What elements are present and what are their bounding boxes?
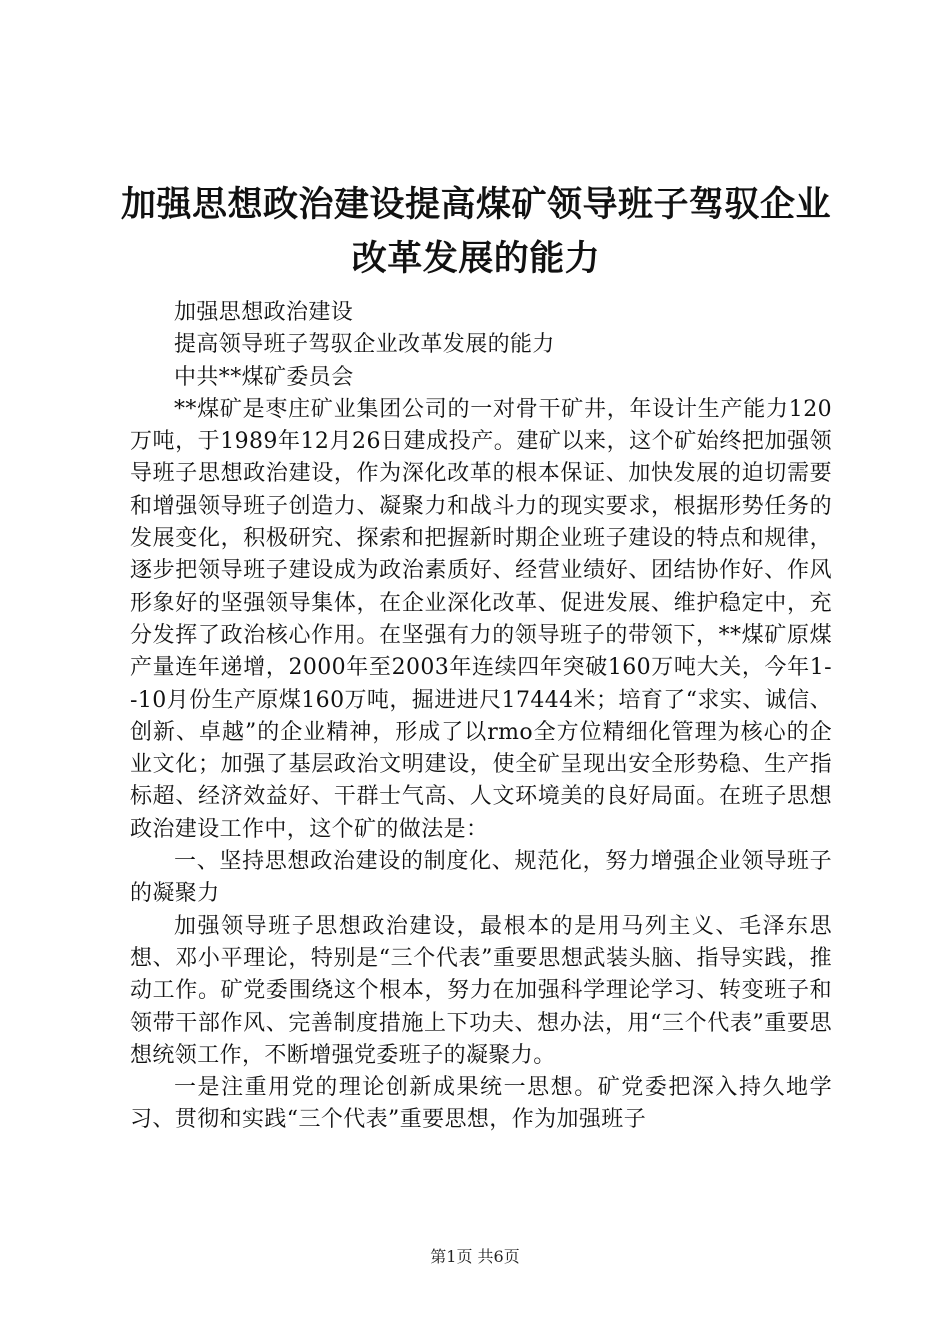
page-number-footer: 第1页 共6页 — [430, 1247, 520, 1266]
author-line: 中共**煤矿委员会 — [174, 364, 354, 390]
title-line-1: 加强思想政治建设提高煤矿领导班子驾驭企业 — [120, 185, 831, 225]
body-paragraph: 一是注重用党的理论创新成果统一思想。矿党委把深入持久地学习、贯彻和实践“三个代表”重要思想，作为加强班子 — [130, 1075, 832, 1133]
body-paragraph: **煤矿是枣庄矿业集团公司的一对骨干矿井，年设计生产能力120万吨，于1989年12月26日建成投产。建矿以来，这个矿始终把加强领导班子思想政治建设，作为深化改革的根本保证、加快发展的迫切需要和增强领导班子创造力、凝聚力和战斗力的现实要求，根据形势任务的发展变化，积极研究、探索和把握新时期企业班子建设的特点和规律，逐步把领导班子建设成为政治素质好、经营业绩好、团结协作好、作风形象好的坚强领导集体，在企业深化改革、促进发展、维护稳定中，充分发挥了政治核心作用。在坚强有力的领导班子的带领下，**煤矿原煤产量连年递增，2000年至2003年连续四年突破160万吨大关，今年1--10月份生产原煤160万吨，掘进进尺17444米；培育了“求实、诚信、创新、卓越”的企业精神，形成了以rmo全方位精细化管理为核心的企业文化；加强了基层政治文明建设，使全矿呈现出安全形势稳、生产指标超、经济效益好、干群士气高、人文环境美的良好局面。在班子思想政治建设工作中，这个矿的做法是： — [130, 396, 832, 842]
subtitle-line: 加强思想政治建设 — [174, 300, 354, 325]
title-line-2: 改革发展的能力 — [351, 239, 601, 279]
document-body — [130, 297, 832, 1137]
document-title — [110, 178, 842, 286]
subtitle-line: 提高领导班子驾驭企业改革发展的能力 — [174, 332, 555, 358]
body-paragraph: 加强领导班子思想政治建设，最根本的是用马列主义、毛泽东思想、邓小平理论，特别是“三个代表”重要思想武装头脑、指导实践，推动工作。矿党委围绕这个根本，努力在加强科学理论学习、转变班子和领带干部作风、完善制度措施上下功夫、想办法，用“三个代表”重要思想统领工作，不断增强党委班子的凝聚力。 — [130, 913, 832, 1068]
section-heading: 一、坚持思想政治建设的制度化、规范化，努力增强企业领导班子的凝聚力 — [130, 849, 832, 907]
